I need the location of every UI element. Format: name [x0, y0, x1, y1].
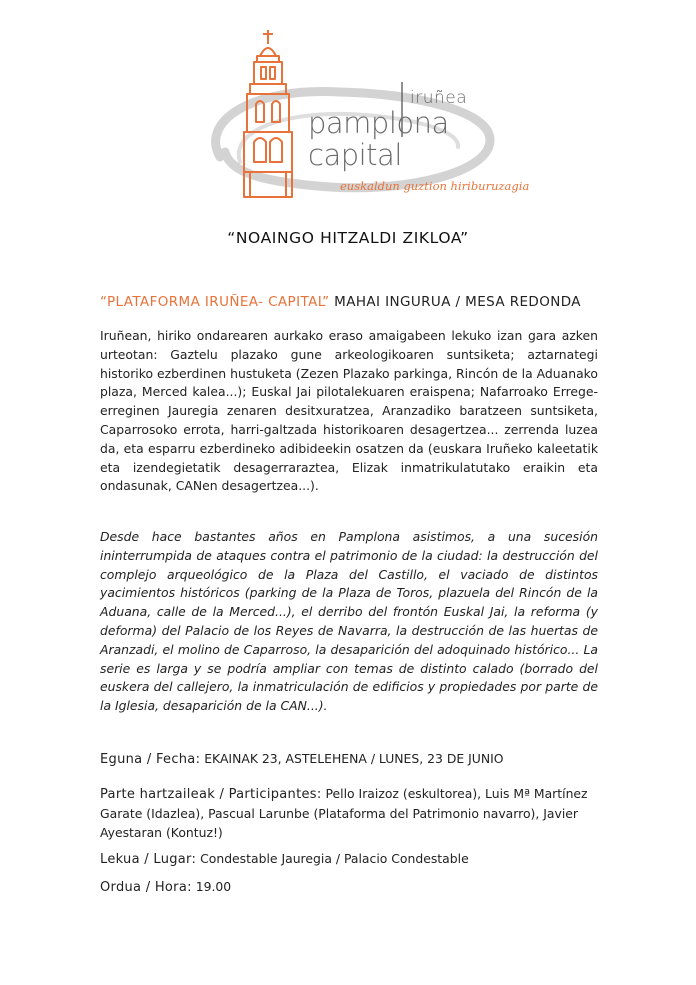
info-place	[100, 850, 598, 870]
subtitle-highlight: “PLATAFORMA IRUÑEA- CAPITAL”	[100, 294, 330, 310]
subtitle-rest: MAHAI INGURUA / MESA REDONDA	[329, 294, 581, 310]
time-label: Ordua / Hora:	[100, 880, 192, 895]
logo-text-pamplona: pamplona	[308, 106, 449, 140]
participants-value: Pello Iraizoz (eskultorea), Luis Mª Martínez Garate (Idazlea), Pascual Larunbe (Plataforma del Patrimonio navarro), Javier Ayestaran (Kontuz!)	[100, 786, 588, 840]
page-title: “NOAINGO HITZALDI ZIKLOA”	[227, 229, 469, 247]
info-date	[100, 750, 598, 770]
paragraph-spanish: Desde hace bastantes años en Pamplona asistimos, a una sucesión ininterrumpida de ataques contra el patrimonio de la ciudad: la destrucción del complejo arqueológico de la Plaza del Castillo, el vaciado de distintos yacimientos históricos (parking de la Plaza de Toros, plazuela del Rincón de la Aduana, calle de la Merced...), el derribo del frontón Euskal Jai, la reforma (y deforma) del Palacio de los Reyes de Navarra, la destrucción de las huertas de Aranzadi, el molino de Caparroso, la desaparición del adoquinado histórico... La serie es larga y se podría ampliar con temas de distinto calado (borrado del euskera del callejero, la inmatriculación de edificios y propiedades por parte de la Iglesia, desaparición de la CAN...).	[100, 529, 598, 714]
info-time	[100, 878, 598, 898]
logo-text-capital: capital	[308, 138, 402, 172]
participants-label: Parte hartzaileak / Participantes:	[100, 787, 322, 802]
date-label: Eguna / Fecha:	[100, 752, 201, 767]
tower-icon	[244, 30, 292, 197]
paragraph-basque: Iruñean, hiriko ondarearen aurkako eraso amaigabeen lekuko izan gara azken urteotan: Gaztelu plazako gune arkeologikoaren suntsiketa; aztarnategi historiko ezberdinen hustuketa (Zezen Plazako parkinga, Rincón de la Aduanako plaza, Merced kalea...); Euskal Jai pilotalekuaren eraispena; Nafarroako Errege-erreginen Jauregia zenaren desitxuratzea, Aranzadiko baratzeen suntsiketa, Caparrosoko errota, harri-galtzada historikoaren desagertzea... zerrenda luzea da, eta esparru ezberdineko adibideekin osatzen da (euskara Iruñeko kaleetatik eta izendegietatik desagerraraztea, Elizak inmatrikulatutako eraikin eta ondasunak, CANen desagertzea...).	[100, 328, 598, 494]
place-label: Lekua / Lugar:	[100, 852, 197, 867]
info-participants	[100, 785, 598, 842]
logo-slogan: euskaldun guztion hiriburuzagia	[340, 179, 530, 193]
date-value: EKAINAK 23, ASTELEHENA / LUNES, 23 DE JUNIO	[200, 751, 504, 766]
place-value: Condestable Jauregia / Palacio Condestable	[196, 851, 469, 866]
event-subtitle	[100, 294, 581, 310]
logo-text-iruna: iruñea	[410, 88, 468, 108]
time-value: 19.00	[191, 879, 232, 894]
